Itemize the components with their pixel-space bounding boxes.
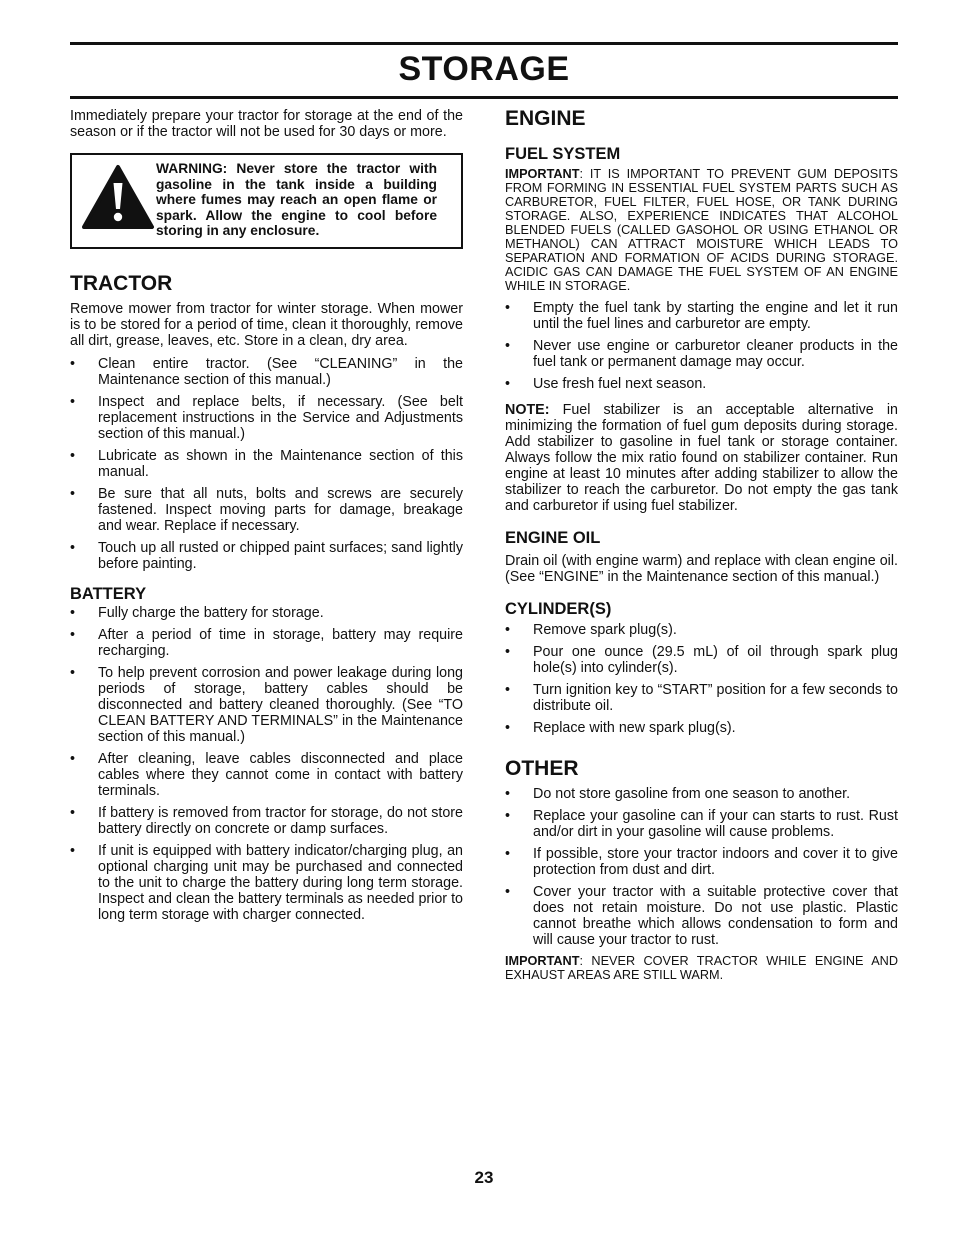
bullet: • — [70, 605, 76, 621]
engine-heading: ENGINE — [505, 107, 586, 130]
bullet: • — [70, 486, 76, 502]
list-item — [70, 540, 463, 572]
important-text: : NEVER COVER TRACTOR WHILE ENGINE AND EXHAUST AREAS ARE STILL WARM. — [505, 954, 898, 982]
list-item — [70, 843, 463, 923]
list-item-text: Touch up all rusted or chipped paint surfaces; sand lightly before painting. — [98, 540, 463, 572]
list-item-text: If possible, store your tractor indoors and cover it to give protection from dust and dirt. — [533, 846, 898, 878]
bullet: • — [70, 356, 76, 372]
cylinders-list — [505, 622, 898, 736]
list-item-text: If unit is equipped with battery indicator/charging plug, an optional charging unit may be purchased and connected to the unit to charge the battery during long term storage. Inspect and clean the battery terminals as needed prior to long term storage with charger connected. — [98, 843, 463, 923]
bullet: • — [70, 843, 76, 859]
list-item — [70, 805, 463, 837]
list-item — [505, 786, 898, 802]
other-list — [505, 786, 898, 948]
fuel-stabilizer-note — [505, 402, 898, 514]
list-item — [505, 846, 898, 878]
intro-paragraph: Immediately prepare your tractor for storage at the end of the season or if the tractor will not be used for 30 days or more. — [70, 108, 463, 140]
list-item — [70, 394, 463, 442]
exclamation-triangle-icon — [80, 163, 156, 231]
other-heading: OTHER — [505, 757, 579, 780]
right-column — [505, 108, 898, 982]
list-item — [505, 644, 898, 676]
list-item — [70, 627, 463, 659]
bullet: • — [505, 338, 511, 354]
list-item — [70, 751, 463, 799]
list-item — [70, 665, 463, 745]
bullet: • — [505, 644, 511, 660]
battery-list — [70, 605, 463, 923]
bullet: • — [505, 808, 511, 824]
bullet: • — [505, 622, 511, 638]
important-label: IMPORTANT — [505, 954, 580, 968]
bullet: • — [70, 665, 76, 681]
list-item-text: Use fresh fuel next season. — [533, 376, 707, 392]
list-item-text: Remove spark plug(s). — [533, 622, 677, 638]
list-item — [70, 448, 463, 480]
list-item-text: If battery is removed from tractor for storage, do not store battery directly on concrete or damp surfaces. — [98, 805, 463, 837]
list-item — [70, 356, 463, 388]
bullet: • — [70, 751, 76, 767]
list-item-text: Inspect and replace belts, if necessary. (See belt replacement instructions in the Service and Adjustments section of this manual.) — [98, 394, 463, 442]
list-item — [505, 376, 898, 392]
warning-box — [70, 153, 463, 249]
engine-oil-heading: ENGINE OIL — [505, 529, 601, 547]
bullet: • — [505, 720, 511, 736]
bullet: • — [70, 805, 76, 821]
list-item — [505, 720, 898, 736]
list-item — [505, 884, 898, 948]
engine-oil-paragraph: Drain oil (with engine warm) and replace with clean engine oil. (See “ENGINE” in the Maintenance section of this manual.) — [505, 553, 898, 585]
important-text: : IT IS IMPORTANT TO PREVENT GUM DEPOSITS FROM FORMING IN ESSENTIAL FUEL SYSTEM PARTS SUCH AS CARBURETOR, FUEL FILTER, FUEL HOSE, OR TANK DURING STORAGE. ALSO, EXPERIENCE INDICATES THAT ALCOHOL BLENDED FUELS (CALLED GASOHOL OR USING ETHANOL OR METHANOL) CAN ATTRACT MOISTURE WHICH LEADS TO SEPARATION AND FORMATION OF ACIDS DURING STORAGE. ACIDIC GAS CAN DAMAGE THE FUEL SYSTEM OF AN ENGINE WHILE IN STORAGE. — [505, 167, 898, 293]
list-item-text: Clean entire tractor. (See “CLEANING” in the Maintenance section of this manual.) — [98, 356, 463, 388]
note-label: NOTE: — [505, 402, 550, 418]
bullet: • — [70, 448, 76, 464]
cylinders-heading: CYLINDER(S) — [505, 600, 612, 618]
battery-heading: BATTERY — [70, 585, 147, 603]
bullet: • — [70, 394, 76, 410]
list-item — [505, 682, 898, 714]
bullet: • — [505, 376, 511, 392]
list-item-text: Never use engine or carburetor cleaner products in the fuel tank or permanent damage may occur. — [533, 338, 898, 370]
warning-text: WARNING: Never store the tractor with gasoline in the tank inside a building where fumes may reach an open flame or spark. Allow the engine to cool before storing in any enclosure. — [156, 161, 437, 238]
list-item-text: Do not store gasoline from one season to another. — [533, 786, 851, 802]
important-label: IMPORTANT — [505, 167, 580, 181]
list-item — [505, 808, 898, 840]
list-item-text: To help prevent corrosion and power leakage during long periods of storage, battery cables should be disconnected and battery cleaned thoroughly. (See “TO CLEAN BATTERY AND TERMINALS” in the Maintenance section of this manual.) — [98, 665, 463, 745]
page-number: 23 — [474, 1168, 494, 1187]
other-important-notice — [505, 954, 898, 982]
top-rule — [70, 42, 898, 45]
bullet: • — [505, 682, 511, 698]
list-item-text: Lubricate as shown in the Maintenance section of this manual. — [98, 448, 463, 480]
fuel-important-notice — [505, 167, 898, 293]
bullet: • — [70, 627, 76, 643]
list-item-text: After a period of time in storage, battery may require recharging. — [98, 627, 463, 659]
note-text: Fuel stabilizer is an acceptable alternative in minimizing the formation of fuel gum deposits during storage. Add stabilizer to gasoline in fuel tank or storage container. Always follow the mix ratio found on stabilizer container. Run engine at least 10 minutes after adding stabilizer to allow the stabilizer to reach the carburetor. Do not empty the gas tank and carburetor if using fuel stabilizer. — [505, 402, 898, 514]
list-item-text: Pour one ounce (29.5 mL) of oil through spark plug hole(s) into cylinder(s). — [533, 644, 898, 676]
list-item-text: Replace your gasoline can if your can starts to rust. Rust and/or dirt in your gasoline will cause problems. — [533, 808, 898, 840]
list-item — [70, 605, 463, 621]
list-item-text: After cleaning, leave cables disconnected and place cables where they cannot come in contact with battery terminals. — [98, 751, 463, 799]
list-item-text: Empty the fuel tank by starting the engine and let it run until the fuel lines and carburetor are empty. — [533, 300, 898, 332]
bullet: • — [505, 884, 511, 900]
list-item-text: Fully charge the battery for storage. — [98, 605, 324, 621]
fuel-system-heading: FUEL SYSTEM — [505, 145, 621, 163]
tractor-heading: TRACTOR — [70, 272, 173, 295]
left-column — [70, 108, 463, 929]
list-item — [70, 486, 463, 534]
list-item — [505, 300, 898, 332]
bullet: • — [505, 300, 511, 316]
list-item-text: Replace with new spark plug(s). — [533, 720, 736, 736]
bullet: • — [70, 540, 76, 556]
bullet: • — [505, 786, 511, 802]
bullet: • — [505, 846, 511, 862]
list-item-text: Be sure that all nuts, bolts and screws are securely fastened. Inspect moving parts for damage, breakage and wear. Replace if necessary. — [98, 486, 463, 534]
list-item-text: Turn ignition key to “START” position for a few seconds to distribute oil. — [533, 682, 898, 714]
list-item — [505, 338, 898, 370]
list-item — [505, 622, 898, 638]
tractor-paragraph: Remove mower from tractor for winter storage. When mower is to be stored for a period of time, clean it thoroughly, remove all dirt, grease, leaves, etc. Store in a clean, dry area. — [70, 301, 463, 349]
fuel-system-list — [505, 300, 898, 392]
list-item-text: Cover your tractor with a suitable protective cover that does not retain moisture. Do not use plastic. Plastic cannot breathe which allows condensation to form and will cause your tractor to rust. — [533, 884, 898, 948]
page-title: STORAGE — [398, 50, 570, 88]
tractor-list — [70, 356, 463, 572]
title-bottom-rule — [70, 96, 898, 99]
